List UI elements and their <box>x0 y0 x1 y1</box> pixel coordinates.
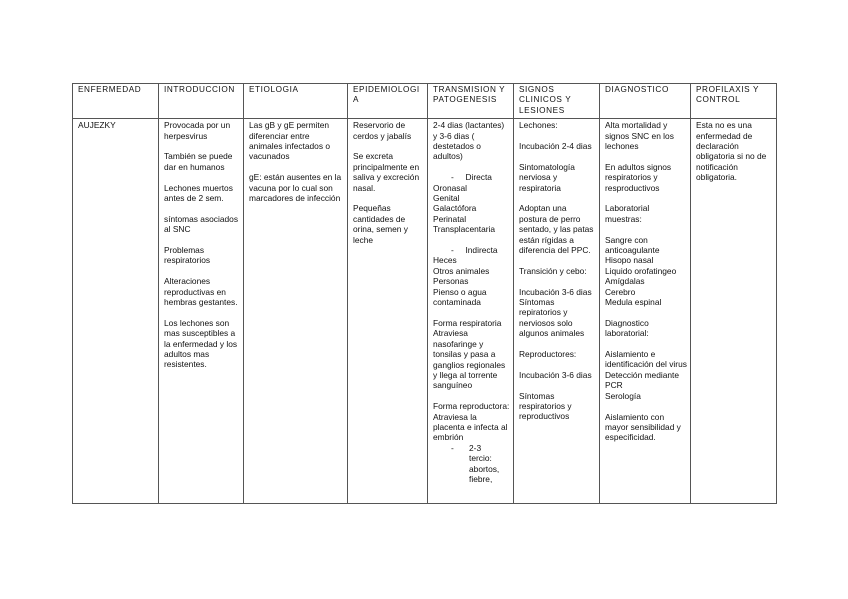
list-item: Otros animales <box>433 265 490 276</box>
etiologia-paragraph: gE: están ausentes en la vacuna por lo cual son marcadores de infección <box>249 172 342 204</box>
diagnostico-paragraph: Laboratorial muestras: <box>605 203 650 224</box>
muestras-list <box>605 235 687 308</box>
cell-introduccion <box>159 119 244 504</box>
list-item: Galactófora <box>433 203 477 214</box>
list-item: Perinatal <box>433 213 467 224</box>
transmision-intro: 2-4 dias (lactantes) y 3-6 dias ( destetados o adultos) <box>433 120 505 162</box>
indirecta-heading: - Indirecta <box>451 245 498 256</box>
signos-paragraph: Adoptan una postura de perro sentado, y las patas están rígidas a diferencia del PPC. <box>519 203 594 256</box>
header-transmision: TRANSMISION Y PATOGENESIS <box>428 84 514 119</box>
profilaxis-paragraph: Esta no es una enfermedad de declaración obligatoria si no de notificación obligatoria. <box>696 120 767 183</box>
intro-paragraph: Provocada por un herpesvirus <box>164 120 231 141</box>
list-item: Aislamiento e identificación del virus <box>605 349 687 370</box>
signos-paragraph: Lechones: <box>519 120 558 131</box>
signos-paragraph: Síntomas respiratorios y reproductivos <box>519 390 572 422</box>
diagnostico-paragraph: En adultos signos respiratorios y resproductivos <box>605 161 672 193</box>
header-row <box>73 84 777 119</box>
header-signos: SIGNOS CLINICOS Y LESIONES <box>514 84 600 119</box>
list-item: Heces <box>433 255 457 266</box>
list-item: Personas <box>433 276 469 287</box>
epidemiologia-paragraph: Reservorio de cerdos y jabalís <box>353 120 412 141</box>
list-item: Medula espinal <box>605 297 662 308</box>
intro-paragraph: síntomas asociados al SNC <box>164 213 239 235</box>
cell-transmision <box>428 119 514 504</box>
epidemiologia-paragraph: Pequeñas cantidades de orina, semen y leche <box>353 203 408 245</box>
cell-etiologia <box>244 119 348 504</box>
cell-profilaxis <box>691 119 777 504</box>
disease-table <box>72 83 777 504</box>
intro-paragraph: Lechones muertos antes de 2 sem. <box>164 182 233 204</box>
list-item: Amígdalas <box>605 276 645 287</box>
etiologia-paragraph: Las gB y gE permiten diferenciar entre animales infectados o vacunados <box>249 120 331 162</box>
diagnostico-paragraph: Aislamiento con mayor sensibilidad y especificidad. <box>605 411 681 443</box>
list-item: Cerebro <box>605 286 636 297</box>
cell-epidemiologia <box>348 119 428 504</box>
disease-name: AUJEZKY <box>78 120 116 131</box>
intro-paragraph: También se puede dar en humanos <box>164 151 233 172</box>
signos-paragraph: Reproductores: <box>519 349 577 360</box>
list-item: Detección mediante PCR <box>605 369 680 391</box>
tercio-text: tercio: abortos, fiebre, <box>469 453 500 484</box>
forma-respiratoria: Forma respiratoria Atraviesa nasofaringe y tonsilas y pasa a ganglios regionales y llega al torrente sanguíneo <box>433 317 506 391</box>
signos-paragraph: Incubación 3-6 dias Síntomas repiratorios y nerviosos solo algunos animales <box>519 286 592 339</box>
directa-block <box>433 172 510 234</box>
intro-paragraph: Problemas respiratorios <box>164 245 211 266</box>
diagnostico-paragraph: Alta mortalidad y signos SNC en los lechones <box>605 120 674 152</box>
list-item: Oronasal <box>433 182 467 193</box>
intro-paragraph: Alteraciones reproductivas en hembras gestantes. <box>164 276 238 308</box>
tercio-label: 2-3 <box>469 442 482 453</box>
list-item: Genital <box>433 193 460 204</box>
list-item: Liquido orofatingeo <box>605 265 677 276</box>
signos-paragraph: Incubación 3-6 dias <box>519 369 592 380</box>
diagnostico-paragraph: Diagnostico laboratorial: <box>605 317 649 339</box>
header-epidemiologia: EPIDEMIOLOGIA <box>348 84 428 119</box>
header-profilaxis: PROFILAXIS Y CONTROL <box>691 84 777 119</box>
header-etiologia: ETIOLOGIA <box>244 84 348 119</box>
list-item: Serología <box>605 390 641 401</box>
header-introduccion: INTRODUCCION <box>159 84 244 119</box>
metodos-list <box>605 349 687 401</box>
intro-paragraph: Los lechones son mas susceptibles a la enfermedad y los adultos mas resistentes. <box>164 317 238 370</box>
cell-diagnostico <box>600 119 691 504</box>
list-item: Sangre con anticoagulante <box>605 234 660 256</box>
indirecta-label: Indirecta <box>465 245 498 256</box>
cell-signos <box>514 119 600 504</box>
list-item: Transplacentaria <box>433 224 496 235</box>
list-item: Pienso o agua contaminada <box>433 286 487 308</box>
indirecta-block <box>433 245 510 307</box>
tercio-heading: - 2-3 <box>451 442 482 453</box>
header-diagnostico: DIAGNOSTICO <box>600 84 691 119</box>
signos-paragraph: Transición y cebo: <box>519 265 587 276</box>
epidemiologia-paragraph: Se excreta principalmente en saliva y excreción nasal. <box>353 151 420 193</box>
header-enfermedad: ENFERMEDAD <box>73 84 159 119</box>
cell-enfermedad <box>73 119 159 504</box>
table-row <box>73 119 777 504</box>
signos-paragraph: Sintomatología nerviosa y respiratoria <box>519 161 575 193</box>
forma-reproductora: Forma reproductora: Atraviesa la placenta e infecta al embrión <box>433 401 510 443</box>
list-item: Hisopo nasal <box>605 255 654 266</box>
directa-label: Directa <box>465 172 492 183</box>
directa-heading: - Directa <box>451 172 492 183</box>
signos-paragraph: Incubación 2-4 dias <box>519 141 592 152</box>
